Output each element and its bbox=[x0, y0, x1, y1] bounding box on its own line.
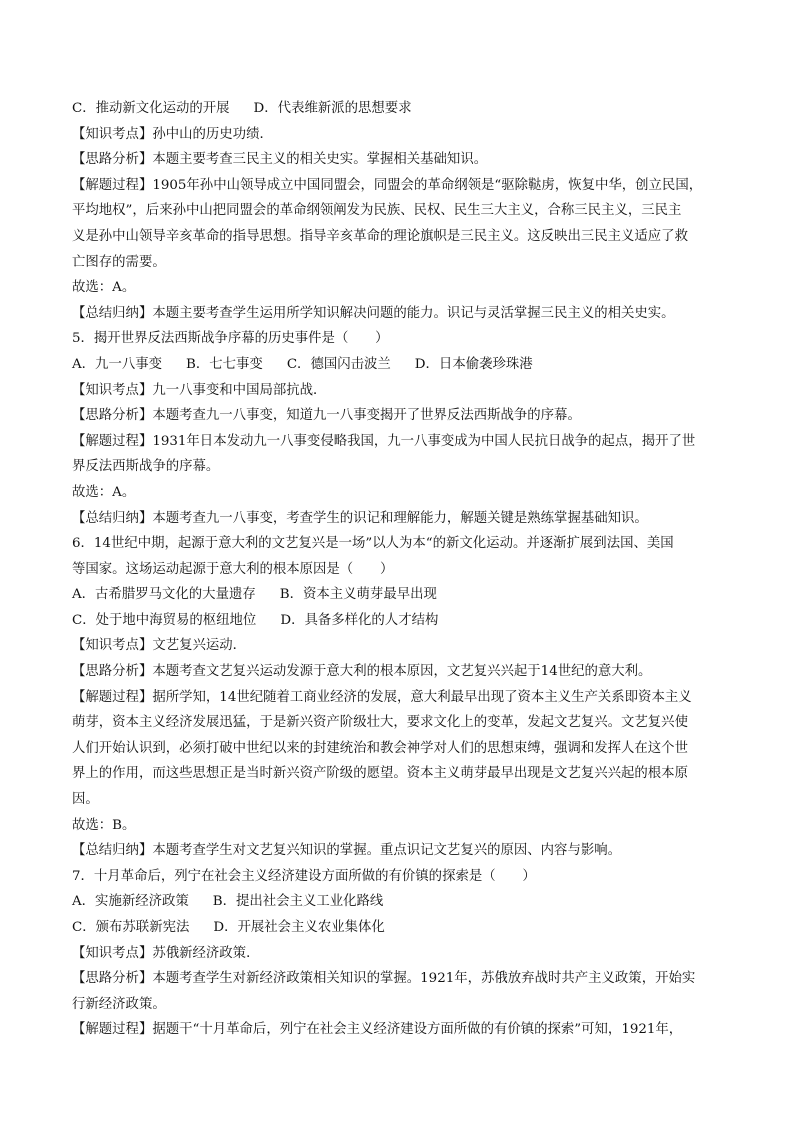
answer-option: D．具备多样化的人才结构 bbox=[280, 612, 439, 628]
line-text: 本题考查学生对文艺复兴知识的掌握。重点识记文艺复兴的原因、内容与影响。 bbox=[152, 843, 622, 859]
line-text: 孙中山的历史功绩． bbox=[152, 126, 273, 142]
answer-option: C．推动新文化运动的开展 bbox=[72, 101, 230, 116]
answer-option: B．资本主义萌芽最早出现 bbox=[279, 587, 437, 603]
text-line bbox=[72, 633, 732, 659]
text-line bbox=[72, 122, 732, 148]
text-line bbox=[72, 454, 732, 480]
line-text: 7．十月革命后，列宁在社会主义经济建设方面所做的有价镇的探索是（ ） bbox=[72, 868, 536, 884]
text-line bbox=[72, 301, 732, 327]
text-line bbox=[72, 224, 732, 250]
answer-option: D．代表维新派的思想要求 bbox=[253, 101, 412, 116]
line-text: 6．14世纪中期，起源于意大利的文艺复兴是一场”以人为本“的新文化运动。并逐渐扩展到法国、美国 bbox=[72, 536, 674, 552]
line-text: 本题考查学生对新经济政策相关知识的掌握。1921年，苏俄放弃战时共产主义政策，开始实 bbox=[152, 971, 696, 987]
text-line bbox=[72, 838, 732, 864]
line-text: 界上的作用，而这些思想正是当时新兴资产阶级的愿望。资本主义萌芽最早出现是文艺复兴兴起的根本原 bbox=[72, 766, 688, 782]
answer-option: A．九一八事变 bbox=[72, 356, 163, 372]
text-line bbox=[72, 813, 732, 839]
text-line bbox=[72, 1017, 732, 1043]
section-tag: 【知识考点】 bbox=[72, 945, 153, 961]
section-tag: 【知识考点】 bbox=[72, 126, 153, 142]
line-text: 等国家。这场运动起源于意大利的根本原因是（ ） bbox=[72, 561, 394, 577]
line-text: 人们开始认识到，必须打破中世纪以来的封建统治和教会神学对人们的思想束缚，强调和发挥人在这个世 bbox=[72, 740, 688, 756]
line-text: 故选：A。 bbox=[72, 484, 136, 500]
text-line bbox=[72, 864, 732, 890]
section-tag: 【知识考点】 bbox=[72, 382, 153, 398]
text-line bbox=[72, 147, 732, 173]
answer-option: C．处于地中海贸易的枢纽地位 bbox=[72, 612, 257, 628]
answer-option: C．德国闪击波兰 bbox=[286, 356, 391, 372]
text-line bbox=[72, 250, 732, 276]
section-tag: 【解题过程】 bbox=[72, 689, 153, 705]
line-text: 九一八事变和中国局部抗战． bbox=[152, 382, 327, 398]
text-line bbox=[72, 787, 732, 813]
text-line bbox=[72, 685, 732, 711]
line-text: 故选：A。 bbox=[72, 280, 136, 296]
line-text: 1931年日本发动九一八事变侵略我国，九一八事变成为中国人民抗日战争的起点，揭开了世 bbox=[152, 433, 696, 449]
line-text: 因。 bbox=[72, 792, 99, 808]
text-line bbox=[72, 992, 732, 1018]
text-line bbox=[72, 659, 732, 685]
section-tag: 【思路分析】 bbox=[72, 408, 153, 424]
text-line bbox=[72, 480, 732, 506]
answer-options-line bbox=[72, 889, 732, 915]
section-tag: 【总结归纳】 bbox=[72, 510, 153, 526]
line-text: 据题干“十月革命后，列宁在社会主义经济建设方面所做的有价镇的探索”可知，1921年， bbox=[152, 1022, 683, 1038]
line-text: 萌芽，资本主义经济发展迅猛，于是新兴资产阶级壮大，要求文化上的变革，发起文艺复兴。文艺复兴使 bbox=[72, 715, 688, 731]
text-line bbox=[72, 966, 732, 992]
text-line bbox=[72, 710, 732, 736]
text-line bbox=[72, 326, 732, 352]
section-tag: 【总结归纳】 bbox=[72, 843, 153, 859]
section-tag: 【思路分析】 bbox=[72, 664, 153, 680]
answer-options-line bbox=[72, 608, 732, 634]
text-line bbox=[72, 736, 732, 762]
answer-options-line bbox=[72, 582, 732, 608]
line-text: 亡图存的需要。 bbox=[72, 254, 166, 270]
answer-options-line bbox=[72, 915, 732, 941]
text-line bbox=[72, 198, 732, 224]
answer-option: C．颁布苏联新宪法 bbox=[72, 920, 190, 935]
section-tag: 【思路分析】 bbox=[72, 971, 153, 987]
text-line bbox=[72, 403, 732, 429]
answer-options-line bbox=[72, 352, 732, 378]
answer-option: A．古希腊罗马文化的大量遗存 bbox=[72, 587, 256, 603]
answer-option: A．实施新经济政策 bbox=[72, 894, 189, 910]
text-line bbox=[72, 378, 732, 404]
line-text: 行新经济政策。 bbox=[72, 996, 166, 1012]
text-line bbox=[72, 506, 732, 532]
text-line bbox=[72, 761, 732, 787]
answer-option: D．日本偷袭珍珠港 bbox=[414, 356, 533, 372]
text-line bbox=[72, 557, 732, 583]
line-text: 本题考查九一八事变，考查学生的识记和理解能力，解题关键是熟练掌握基础知识。 bbox=[152, 510, 648, 526]
line-text: 本题考查九一八事变，知道九一八事变揭开了世界反法西斯战争的序幕。 bbox=[152, 408, 581, 424]
line-text: 5．揭开世界反法西斯战争序幕的历史事件是（ ） bbox=[72, 331, 389, 347]
answer-options-line bbox=[72, 96, 732, 122]
line-text: 义是孙中山领导辛亥革命的指导思想。指导辛亥革命的理论旗帜是三民主义。这反映出三民主义适应了救 bbox=[72, 228, 688, 244]
line-text: 文艺复兴运动． bbox=[152, 638, 247, 654]
line-text: 本题主要考查学生运用所学知识解决问题的能力。识记与灵活掌握三民主义的相关史实。 bbox=[152, 305, 675, 321]
text-line bbox=[72, 173, 732, 199]
section-tag: 【解题过程】 bbox=[72, 177, 153, 193]
line-text: 界反法西斯战争的序幕。 bbox=[72, 459, 220, 475]
text-line bbox=[72, 275, 732, 301]
answer-option: B．七七事变 bbox=[186, 356, 263, 372]
text-line bbox=[72, 941, 732, 967]
line-text: 故选：B。 bbox=[72, 817, 136, 833]
document-page bbox=[72, 96, 732, 1043]
line-text: 本题考查文艺复兴运动发源于意大利的根本原因，文艺复兴兴起于14世纪的意大利。 bbox=[152, 664, 652, 680]
line-text: 本题主要考查三民主义的相关史实。掌握相关基础知识。 bbox=[152, 152, 488, 168]
section-tag: 【解题过程】 bbox=[72, 433, 153, 449]
section-tag: 【解题过程】 bbox=[72, 1022, 153, 1038]
line-text: 苏俄新经济政策． bbox=[152, 945, 260, 961]
section-tag: 【总结归纳】 bbox=[72, 305, 153, 321]
section-tag: 【思路分析】 bbox=[72, 152, 153, 168]
line-text: 据所学知，14世纪随着工商业经济的发展，意大利最早出现了资本主义生产关系即资本主义 bbox=[152, 689, 692, 705]
answer-option: D．开展社会主义农业集体化 bbox=[213, 920, 385, 935]
line-text: 1905年孙中山领导成立中国同盟会，同盟会的革命纲领是“驱除鞑虏，恢复中华，创立民国， bbox=[152, 177, 703, 193]
answer-option: B．提出社会主义工业化路线 bbox=[212, 894, 384, 910]
text-line bbox=[72, 429, 732, 455]
text-line bbox=[72, 531, 732, 557]
section-tag: 【知识考点】 bbox=[72, 638, 153, 654]
line-text: 平均地权”，后来孙中山把同盟会的革命纲领阐发为民族、民权、民生三大主义，合称三民主义，三民主 bbox=[72, 203, 682, 219]
